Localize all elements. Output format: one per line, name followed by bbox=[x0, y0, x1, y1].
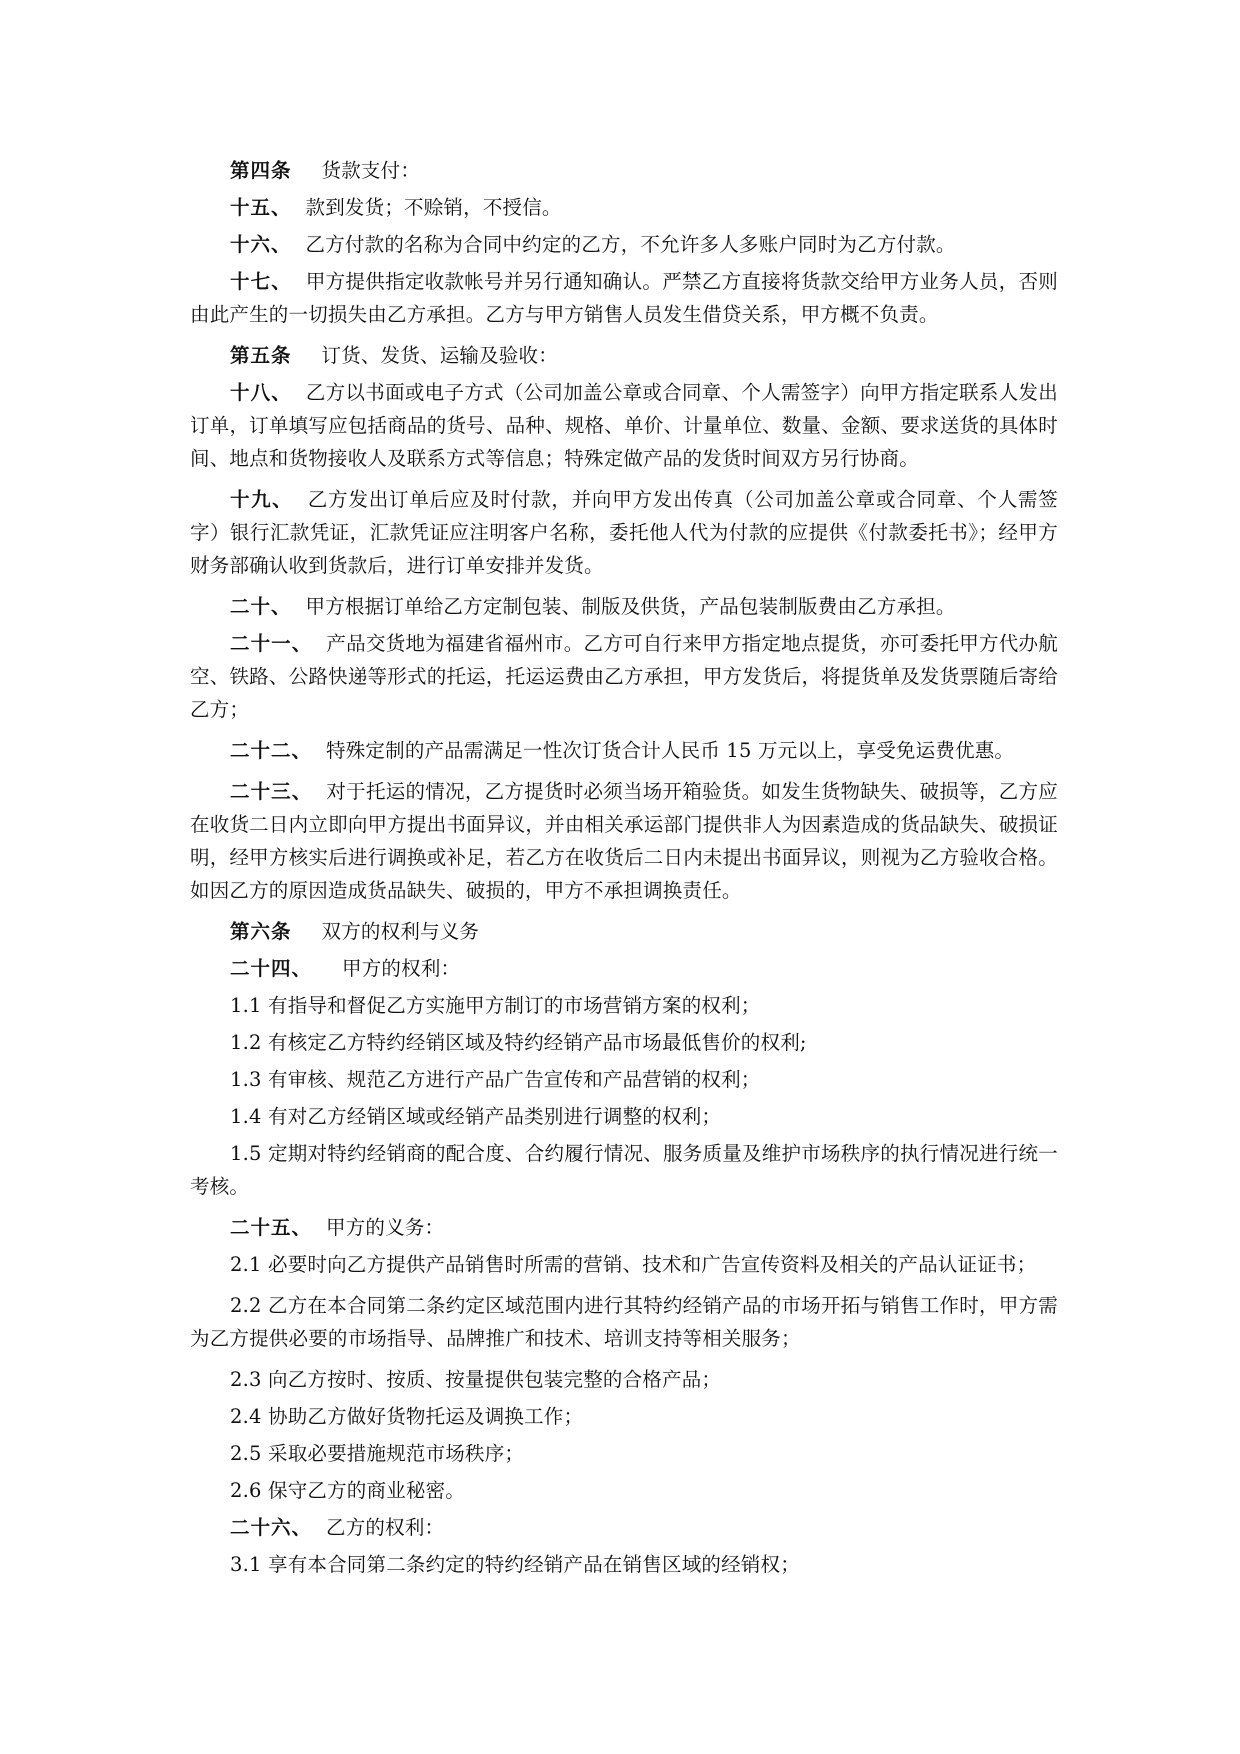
clause-19 bbox=[190, 483, 1058, 582]
article-label: 第五条 bbox=[230, 344, 292, 367]
clause-18 bbox=[190, 376, 1058, 475]
clause-text: 甲方根据订单给乙方定制包装、制版及供货，产品包装制版费由乙方承担。 bbox=[305, 595, 956, 618]
duty-2-5: 2.5 采取必要措施规范市场秩序； bbox=[230, 1442, 525, 1465]
clause-label: 二十一、 bbox=[230, 632, 313, 655]
article-5 bbox=[190, 339, 1058, 372]
clause-label: 二十三、 bbox=[230, 780, 313, 803]
clause-label: 十七、 bbox=[230, 270, 292, 293]
duty-2-1: 2.1 必要时向乙方提供产品销售时所需的营销、技术和广告宣传资料及相关的产品认证证书； bbox=[230, 1253, 1037, 1276]
clause-text: 甲方的权利： bbox=[342, 957, 461, 980]
clause-label: 十六、 bbox=[230, 233, 292, 256]
clause-15 bbox=[190, 191, 1058, 224]
clause-label: 二十五、 bbox=[230, 1216, 313, 1239]
right-1-2: 1.2 有核定乙方特约经销区域及特约经销产品市场最低售价的权利; bbox=[230, 1031, 807, 1054]
article-title: 双方的权利与义务 bbox=[321, 920, 480, 943]
right-1-4: 1.4 有对乙方经销区域或经销产品类别进行调整的权利； bbox=[230, 1105, 722, 1128]
clause-text: 乙方的权利： bbox=[326, 1516, 445, 1539]
clause-25 bbox=[190, 1211, 1058, 1244]
clause-text: 产品交货地为福建省福州市。乙方可自行来甲方指定地点提货，亦可委托甲方代办航空、铁路、公路快递等形式的托运，托运运费由乙方承担，甲方发货后，将提货单及发货票随后寄给乙方； bbox=[190, 632, 1058, 721]
clause-21 bbox=[190, 627, 1058, 726]
clause-20 bbox=[190, 590, 1058, 623]
clause-16 bbox=[190, 228, 1058, 261]
article-title: 订货、发货、运输及验收： bbox=[321, 344, 558, 367]
clause-text: 特殊定制的产品需满足一性次订货合计人民币 15 万元以上，享受免运费优惠。 bbox=[326, 739, 1015, 762]
clause-text: 甲方的义务： bbox=[326, 1216, 445, 1239]
clause-text: 对于托运的情况，乙方提货时必须当场开箱验货。如发生货物缺失、破损等，乙方应在收货二日内立即向甲方提出书面异议，并由相关承运部门提供非人为因素造成的货品缺失、破损证明，经甲方核实后进行调换或补足，若乙方在收货后二日内未提出书面异议，则视为乙方验收合格。如因乙方的原因造成货品缺失、破损的，甲方不承担调换责任。 bbox=[190, 780, 1058, 902]
right-1-3: 1.3 有审核、规范乙方进行产品广告宣传和产品营销的权利； bbox=[230, 1068, 761, 1091]
article-label: 第六条 bbox=[230, 920, 292, 943]
duty-2-4: 2.4 协助乙方做好货物托运及调换工作； bbox=[230, 1405, 584, 1428]
clause-text: 甲方提供指定收款帐号并另行通知确认。严禁乙方直接将货款交给甲方业务人员，否则由此产生的一切损失由乙方承担。乙方与甲方销售人员发生借贷关系，甲方概不负责。 bbox=[190, 270, 1058, 326]
article-6 bbox=[190, 915, 1058, 948]
clause-17 bbox=[190, 265, 1058, 331]
duty-2-2: 2.2 乙方在本合同第二条约定区域范围内进行其特约经销产品的市场开拓与销售工作时，甲方需为乙方提供必要的市场指导、品牌推广和技术、培训支持等相关服务； bbox=[190, 1294, 1058, 1350]
contract-page bbox=[190, 154, 1058, 1585]
clause-label: 十五、 bbox=[230, 196, 292, 219]
right-1-1: 1.1 有指导和督促乙方实施甲方制订的市场营销方案的权利； bbox=[230, 994, 761, 1017]
clause-label: 二十二、 bbox=[230, 739, 313, 762]
clause-text: 乙方以书面或电子方式（公司加盖公章或合同章、个人需签字）向甲方指定联系人发出订单，订单填写应包括商品的货号、品种、规格、单价、计量单位、数量、金额、要求送货的具体时间、地点和货物接收人及联系方式等信息；特殊定做产品的发货时间双方另行协商。 bbox=[190, 381, 1058, 470]
clause-label: 二十六、 bbox=[230, 1516, 313, 1539]
clause-label: 十九、 bbox=[230, 488, 294, 511]
article-title: 货款支付： bbox=[321, 159, 421, 182]
clause-label: 二十、 bbox=[230, 595, 292, 618]
clause-label: 十八、 bbox=[230, 381, 292, 404]
clause-text: 乙方付款的名称为合同中约定的乙方，不允许多人多账户同时为乙方付款。 bbox=[305, 233, 956, 256]
right-3-1: 3.1 享有本合同第二条约定的特约经销产品在销售区域的经销权； bbox=[230, 1553, 800, 1576]
clause-text: 款到发货；不赊销，不授信。 bbox=[305, 196, 562, 219]
article-label: 第四条 bbox=[230, 159, 292, 182]
clause-22 bbox=[190, 734, 1058, 767]
clause-26 bbox=[190, 1511, 1058, 1544]
right-1-5: 1.5 定期对特约经销商的配合度、合约履行情况、服务质量及维护市场秩序的执行情况进行统一考核。 bbox=[190, 1142, 1058, 1198]
clause-23 bbox=[190, 775, 1058, 907]
article-4 bbox=[190, 154, 1058, 187]
duty-2-6: 2.6 保守乙方的商业秘密。 bbox=[230, 1479, 466, 1502]
clause-text: 乙方发出订单后应及时付款，并向甲方发出传真（公司加盖公章或合同章、个人需签字）银行汇款凭证，汇款凭证应注明客户名称，委托他人代为付款的应提供《付款委托书》；经甲方财务部确认收到货款后，进行订单安排并发货。 bbox=[190, 488, 1058, 577]
duty-2-3: 2.3 向乙方按时、按质、按量提供包装完整的合格产品； bbox=[230, 1368, 722, 1391]
clause-label: 二十四、 bbox=[230, 957, 313, 980]
clause-24 bbox=[190, 952, 1058, 985]
